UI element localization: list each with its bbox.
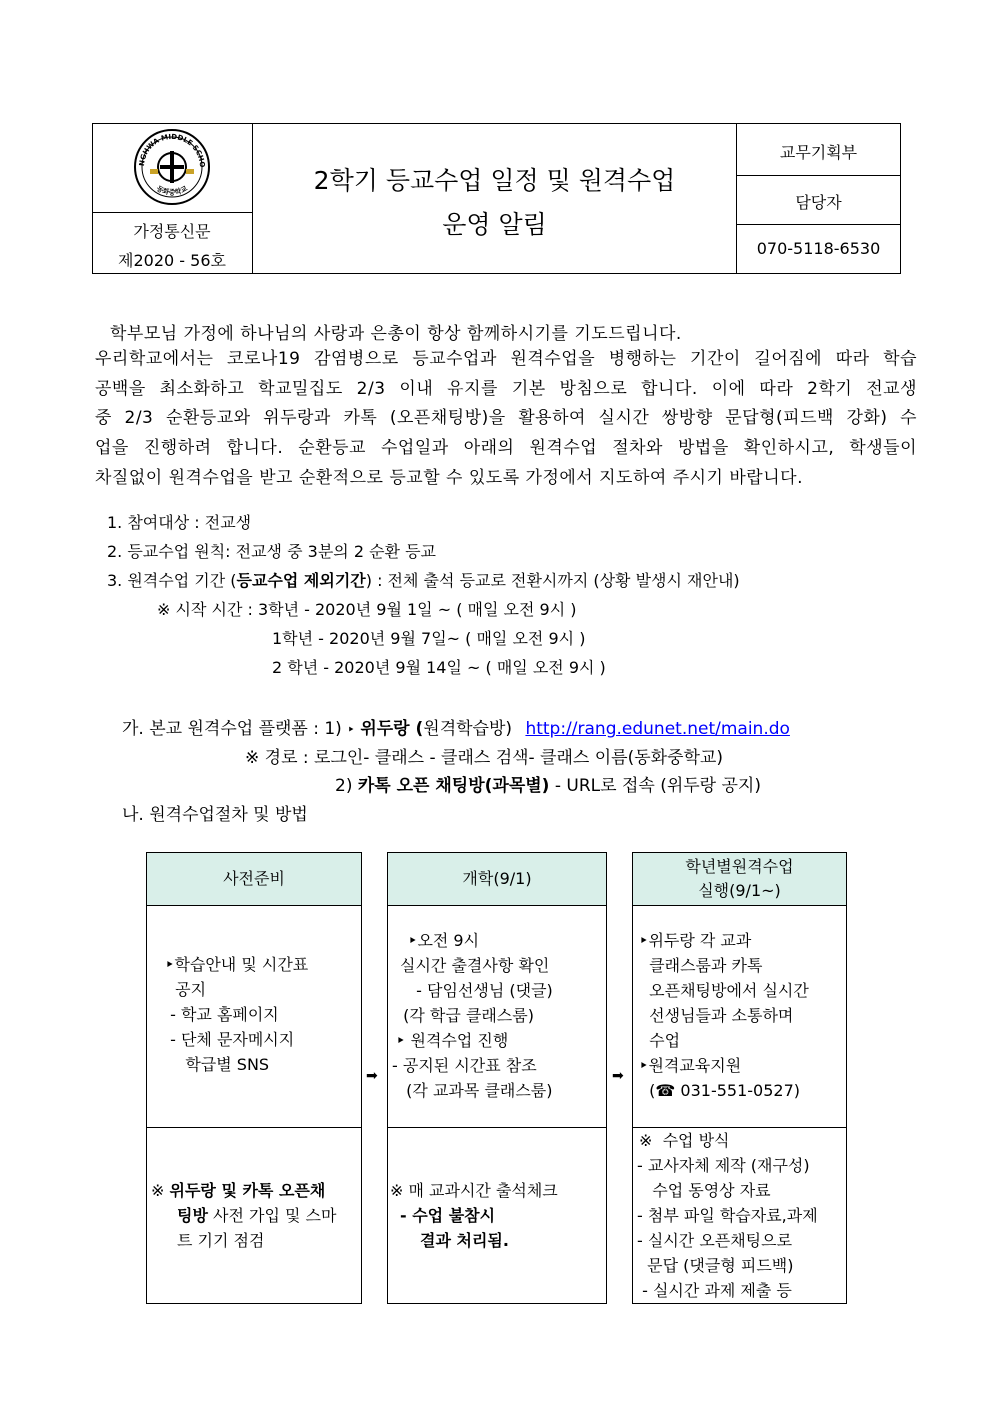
flow-col3-head-line1: 학년별원격수업	[685, 857, 794, 876]
procedure-heading: 나. 원격수업절차 및 방법	[122, 805, 308, 825]
bullet-icon: ‣	[347, 723, 355, 738]
flow-col1-line: - 단체 문자메시지	[165, 1030, 295, 1049]
flow-col1-head	[146, 852, 362, 906]
flow-col3-head	[632, 852, 847, 906]
flow-col2-body	[387, 905, 607, 1128]
flow-col2-head-text: 개학(9/1)	[462, 869, 532, 888]
intro-line: 업을 진행하려 합니다. 순환등교 수업일과 아래의 원격수업 절차와 방법을 확인하시고, 학생들이	[95, 438, 917, 459]
item-participants: 1. 참여대상 : 전교생	[107, 513, 252, 532]
flow-col3-note-line: - 실시간 오픈채팅으로	[637, 1231, 793, 1250]
flow-col3-note-line: - 실시간 과제 제출 등	[637, 1281, 792, 1300]
flow-col3-note-line: 수업 동영상 자료	[637, 1181, 771, 1200]
start-time-3rd: ※ 시작 시간 : 3학년 - 2020년 9월 1일 ~ ( 매일 오전 9시 )	[157, 600, 577, 619]
item-period-bold: 등교수업 제외기간	[236, 571, 366, 590]
item-period-pre: 3. 원격수업 기간 (	[107, 571, 237, 590]
flow-col3-line: 오픈채팅방에서 실시간	[639, 981, 809, 1000]
flow-col1-note	[146, 1127, 362, 1304]
logo-text: NGHWA MIDDLE SCHO	[137, 132, 207, 168]
doc-number: 제2020 - 56호	[118, 251, 226, 270]
flow-col1-line: - 학교 홈페이지	[165, 1005, 279, 1024]
flow-col3-note-line: - 교사자체 제작 (재구성)	[637, 1156, 810, 1175]
intro-line: 우리학교에서는 코로나19 감염병으로 등교수업과 원격수업을 병행하는 기간이 길어짐에 따라 학습	[95, 349, 917, 369]
platform-item2-rest: - URL로 접속 (위두랑 공지)	[549, 776, 761, 796]
department: 교무기획부	[779, 143, 858, 162]
item-period	[107, 568, 740, 591]
flow-col2-head	[387, 852, 607, 906]
flow-col3-line: (☎ 031-551-0527)	[639, 1081, 801, 1100]
flow-col2-line: ‣ 원격수업 진행	[396, 1031, 509, 1050]
flow-col2-line: ‣오전 9시	[408, 931, 480, 950]
note-bold: 결과 처리됨.	[420, 1231, 509, 1250]
flow-col1-line: ‣학습안내 및 시간표	[165, 955, 309, 974]
note-bold: 위두랑 및 카톡 오픈채	[169, 1181, 326, 1200]
arrow-right-icon: ➡	[366, 1068, 378, 1084]
platform-item2-bold: 카톡 오픈 채팅방(과목별)	[357, 776, 550, 796]
phone-number: 070-5118-6530	[756, 239, 881, 258]
note-text: 트 기기 점검	[177, 1231, 265, 1250]
note-mark: ※	[151, 1181, 170, 1200]
flow-col2-line: - 담임선생님 (댓글)	[406, 981, 553, 1000]
flow-col3-line: ‣원격교육지원	[639, 1056, 742, 1075]
platform-url-link[interactable]: http://rang.edunet.net/main.do	[525, 719, 790, 739]
flow-col3-line: 클래스룸과 카톡	[639, 956, 763, 975]
note-text: 사전 가입 및 스마	[207, 1206, 337, 1225]
start-time-1st: 1학년 - 2020년 9월 7일~ ( 매일 오전 9시 )	[272, 629, 586, 648]
doc-type: 가정통신문	[133, 222, 211, 241]
platform-line	[122, 714, 790, 739]
intro-line: 차질없이 원격수업을 받고 순환적으로 등교할 수 있도록 가정에서 지도하여 주시기 바랍니다.	[95, 467, 803, 488]
flow-col2-line: - 공지된 시간표 참조	[392, 1056, 537, 1075]
item-period-post: ) : 전체 출석 등교로 전환시까지 (상황 발생시 재안내)	[365, 571, 740, 590]
flow-col3-note-line: ※ 수업 방식	[639, 1131, 730, 1150]
note-bold: 팅방	[177, 1206, 208, 1225]
flow-col3-line: 수업	[639, 1031, 681, 1050]
flow-col1-body	[146, 905, 362, 1128]
platform-name-bold: 위두랑 (	[360, 719, 424, 739]
intro-line: 공백을 최소화하고 학교밀집도 2/3 이내 유지를 기본 방침으로 합니다. 이에 따라 2학기 전교생	[95, 378, 917, 399]
flow-col3-head-line2: 실행(9/1~)	[698, 881, 781, 900]
flow-col2-line: 실시간 출결사항 확인	[400, 956, 550, 975]
flow-col3-note-line: - 첨부 파일 학습자료,과제	[637, 1206, 818, 1225]
platform-item2-num: 2)	[335, 776, 358, 796]
doc-title-line2: 운영 알림	[442, 210, 547, 239]
intro-line: 중 2/3 순환등교와 위두랑과 카톡 (오픈채팅방)을 활용하여 실시간 쌍방향 문답형(피드백 강화) 수	[95, 408, 917, 429]
item-principle: 2. 등교수업 원칙: 전교생 중 3분의 2 순환 등교	[107, 542, 436, 561]
flow-col3-body	[632, 905, 847, 1128]
logo-name: 동화중학교	[155, 184, 189, 197]
start-time-2nd: 2 학년 - 2020년 9월 14일 ~ ( 매일 오전 9시 )	[272, 658, 606, 677]
flow-col3-line: 선생님들과 소통하며	[639, 1006, 794, 1025]
flow-col1-line: 학급별 SNS	[165, 1055, 270, 1074]
flow-col2-line: (각 학급 클래스룸)	[398, 1006, 534, 1025]
doc-title-line1: 2학기 등교수업 일정 및 원격수업	[313, 166, 676, 195]
flow-col3-note	[632, 1127, 847, 1304]
flow-col2-note	[387, 1127, 607, 1304]
flow-col3-line: ‣위두랑 각 교과	[639, 931, 752, 950]
flow-col3-note-line: 문답 (댓글형 피드백)	[637, 1256, 794, 1275]
platform-item2	[335, 771, 761, 796]
platform-label: 가. 본교 원격수업 플랫폼 : 1)	[122, 719, 348, 739]
greeting: 학부모님 가정에 하나님의 사랑과 은총이 항상 함께하시기를 기도드립니다.	[110, 324, 682, 344]
note-text: ※ 매 교과시간 출석체크	[390, 1181, 558, 1200]
school-logo	[132, 127, 212, 207]
contact-label: 담당자	[795, 193, 842, 212]
note-bold: - 수업 불참시	[400, 1206, 496, 1225]
route-line: ※ 경로 : 로그인- 클래스 - 클래스 검색- 클래스 이름(동화중학교)	[245, 748, 723, 768]
flow-col2-line: (각 교과목 클래스룸)	[396, 1081, 553, 1100]
intro-paragraph	[95, 345, 917, 494]
arrow-right-icon: ➡	[612, 1068, 624, 1084]
flow-col1-line: 공지	[165, 980, 207, 999]
flow-col1-head-text: 사전준비	[223, 869, 285, 888]
platform-name-rest: 원격학습방)	[423, 719, 513, 739]
